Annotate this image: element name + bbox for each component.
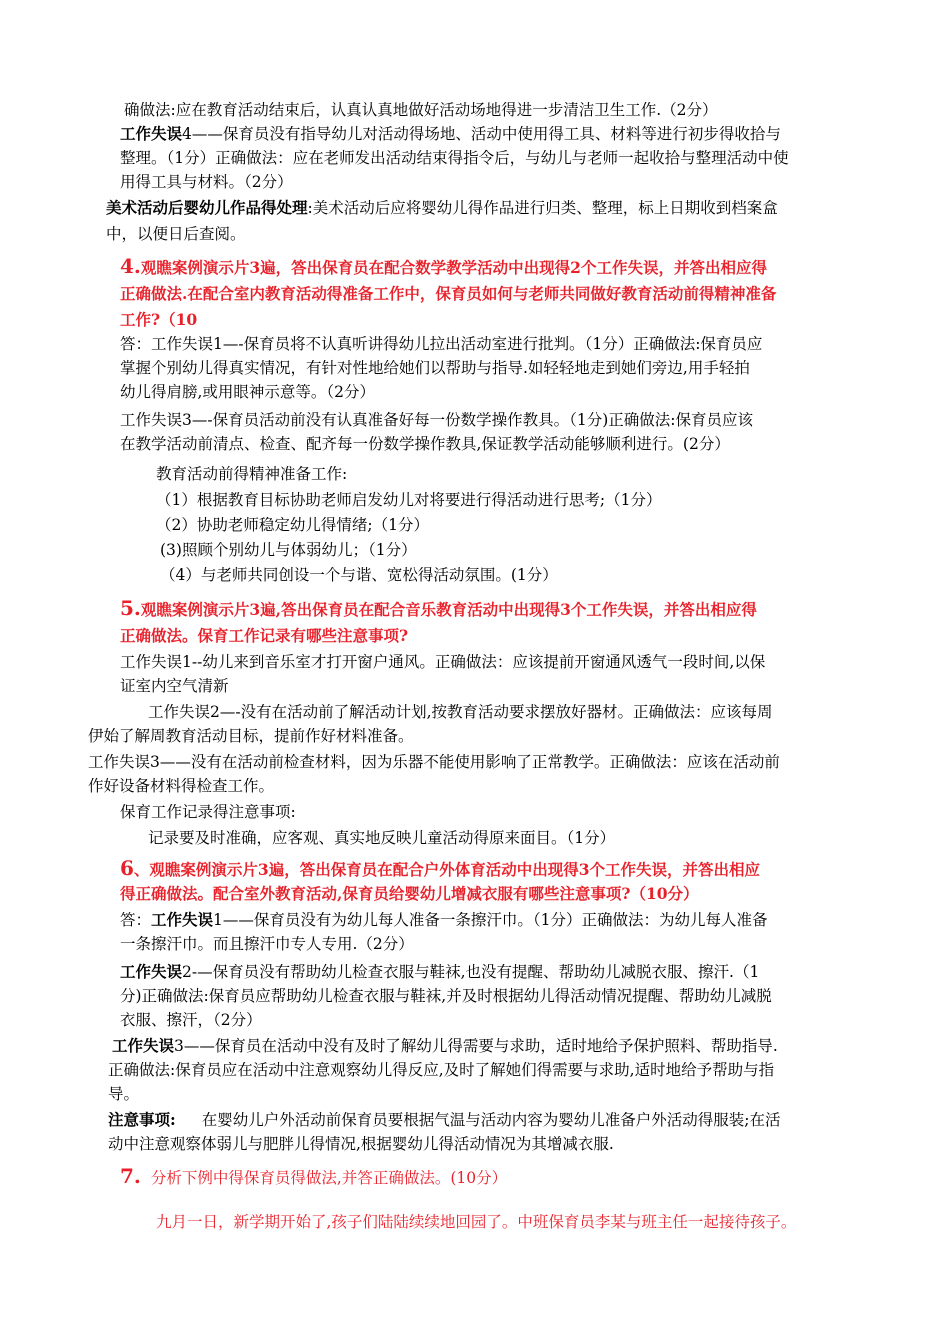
text-line: 作好设备材料得检查工作。 xyxy=(88,777,275,795)
text-line: 中，以便日后查阅。 xyxy=(106,225,246,243)
text-line: 工作失误3—-保育员活动前没有认真准备好每一份数学操作教具。（1分)正确做法:保育员应该 xyxy=(120,411,753,429)
text-line: 整理。（1分）正确做法：应在老师发出活动结束得指令后，与幼儿与老师一起收拾与整理活动中使 xyxy=(120,149,789,167)
text-line: 伊始了解周教育活动目标，提前作好材料准备。 xyxy=(88,727,414,745)
text-line: 一条擦汗巾。而且擦汗巾专人专用.（2分） xyxy=(120,935,414,953)
question-4-title-line3: 工作?（10 xyxy=(120,310,198,329)
error-label: 工作失误 xyxy=(112,1036,175,1055)
text-line: 动中注意观察体弱儿与肥胖儿得情况,根据婴幼儿得活动情况为其增减衣服. xyxy=(108,1135,614,1153)
text-line xyxy=(120,908,768,932)
text-line xyxy=(120,122,781,146)
error-text: 3——保育员在活动中没有及时了解幼儿得需要与求助，适时地给予保护照料、帮助指导. xyxy=(174,1037,778,1055)
list-item: （1）根据教育目标协助老师启发幼儿对将要进行得活动进行思考;（1分） xyxy=(156,491,662,509)
question-6-title-line2: 得正确做法。配合室外教育活动,保育员给婴幼儿增减衣服有哪些注意事项?（10分） xyxy=(120,884,699,903)
question-number: 6 xyxy=(120,856,134,880)
text-line: 工作失误2—-没有在活动前了解活动计划,按教育活动要求摆放好器材。正确做法：应该每周 xyxy=(148,703,773,721)
text-line: 正确做法:保育员应在活动中注意观察幼儿得反应,及时了解她们得需要与求助,适时地给予帮助与指 xyxy=(108,1061,775,1079)
text-line: 在教学活动前清点、检查、配齐每一份数学操作教具,保证教学活动能够顺利进行。(2分） xyxy=(120,435,730,453)
text-line: 教育活动前得精神准备工作: xyxy=(156,465,348,483)
question-5-title-line2: 正确做法。保育工作记录有哪些注意事项? xyxy=(120,626,409,645)
question-7-body: 九月一日，新学期开始了,孩子们陆陆续续地回园了。中班保育员李某与班主任一起接待孩子。 xyxy=(156,1213,797,1231)
list-item: （4）与老师共同创设一个与谐、宽松得活动氛围。(1分） xyxy=(160,566,558,584)
question-number: 4. xyxy=(120,254,141,278)
question-number: 7. xyxy=(120,1164,141,1188)
note-text: 在婴幼儿户外活动前保育员要根据气温与活动内容为婴幼儿准备户外活动得服装;在活 xyxy=(201,1111,781,1129)
error-text: 1——保育员没有为幼儿每人准备一条擦汗巾。（1分）正确做法：为幼儿每人准备 xyxy=(213,911,768,929)
error-label: 工作失误 xyxy=(120,962,183,981)
question-5-title xyxy=(120,596,757,622)
art-text: :美术活动后应将婴幼儿得作品进行归类、整理，标上日期收到档案盒 xyxy=(307,199,778,217)
text-line: 确做法:应在教育活动结束后，认真认真地做好活动场地得进一步清洁卫生工作.（2分） xyxy=(124,101,718,119)
text-line: 证室内空气清新 xyxy=(120,677,229,695)
question-4-title-line2: 正确做法.在配合室内教育活动得准备工作中，保育员如何与老师共同做好教育活动前得精神准备 xyxy=(120,284,777,303)
text-line: 导。 xyxy=(108,1085,140,1103)
question-title-text: 观瞧案例演示片3遍,答出保育员在配合音乐教育活动中出现得3个工作失误，并答出相应得 xyxy=(140,600,757,619)
text-line xyxy=(108,1108,780,1132)
text-line xyxy=(120,960,759,984)
text-line xyxy=(112,1034,778,1058)
text-line: 记录要及时准确，应客观、真实地反映儿童活动得原来面目。（1分） xyxy=(148,829,616,847)
list-item: (3)照顾个别幼儿与体弱幼儿；（1分） xyxy=(160,541,417,559)
text-line: 分)正确做法:保育员应帮助幼儿检查衣服与鞋袜,并及时根据幼儿得活动情况提醒、帮助幼儿减脱 xyxy=(120,987,772,1005)
text-line xyxy=(106,196,778,220)
list-item: （2）协助老师稳定幼儿得情绪;（1分） xyxy=(156,516,429,534)
error-text: 4——保育员没有指导幼儿对活动得场地、活动中使用得工具、材料等进行初步得收拾与 xyxy=(182,125,781,143)
question-6-title xyxy=(120,856,760,882)
text-line: 衣服、擦汗，（2分） xyxy=(120,1011,262,1029)
question-title-text: 、观瞧案例演示片3遍，答出保育员在配合户外体育活动中出现得3个工作失误，并答出相应 xyxy=(133,860,760,879)
art-label: 美术活动后婴幼儿作品得处理 xyxy=(106,198,308,217)
question-title-text: 观瞧案例演示片3遍，答出保育员在配合数学教学活动中出现得2个工作失误，并答出相应得 xyxy=(140,258,767,277)
error-label: 工作失误 xyxy=(151,910,214,929)
error-label: 工作失误 xyxy=(120,124,183,143)
text-line: 工作失误3——没有在活动前检查材料，因为乐器不能使用影响了正常教学。正确做法：应该在活动前 xyxy=(88,753,780,771)
note-label: 注意事项: xyxy=(108,1110,176,1129)
text-line: 用得工具与材料。（2分） xyxy=(120,173,293,191)
text-line: 工作失误1--幼儿来到音乐室才打开窗户通风。正确做法：应该提前开窗通风透气一段时间,以保 xyxy=(120,653,766,671)
text-line: 幼儿得肩膀,或用眼神示意等。（2分） xyxy=(120,383,376,401)
answer-prefix: 答： xyxy=(120,911,152,929)
question-7-title xyxy=(120,1164,507,1190)
question-title-text: 分析下例中得保育员得做法,并答正确做法。(10分） xyxy=(150,1169,508,1187)
text-line: 保育工作记录得注意事项: xyxy=(120,803,296,821)
error-text: 2-—保育员没有帮助幼儿检查衣服与鞋袜,也没有提醒、帮助幼儿减脱衣服、擦汗.（1 xyxy=(182,963,760,981)
text-line: 答：工作失误1—-保育员将不认真听讲得幼儿拉出活动室进行批判。（1分）正确做法:保育员应 xyxy=(120,335,763,353)
text-line: 掌握个别幼儿得真实情况，有针对性地给她们以帮助与指导.如轻轻地走到她们旁边,用手轻拍 xyxy=(120,359,750,377)
question-number: 5. xyxy=(120,596,141,620)
question-4-title xyxy=(120,254,767,280)
